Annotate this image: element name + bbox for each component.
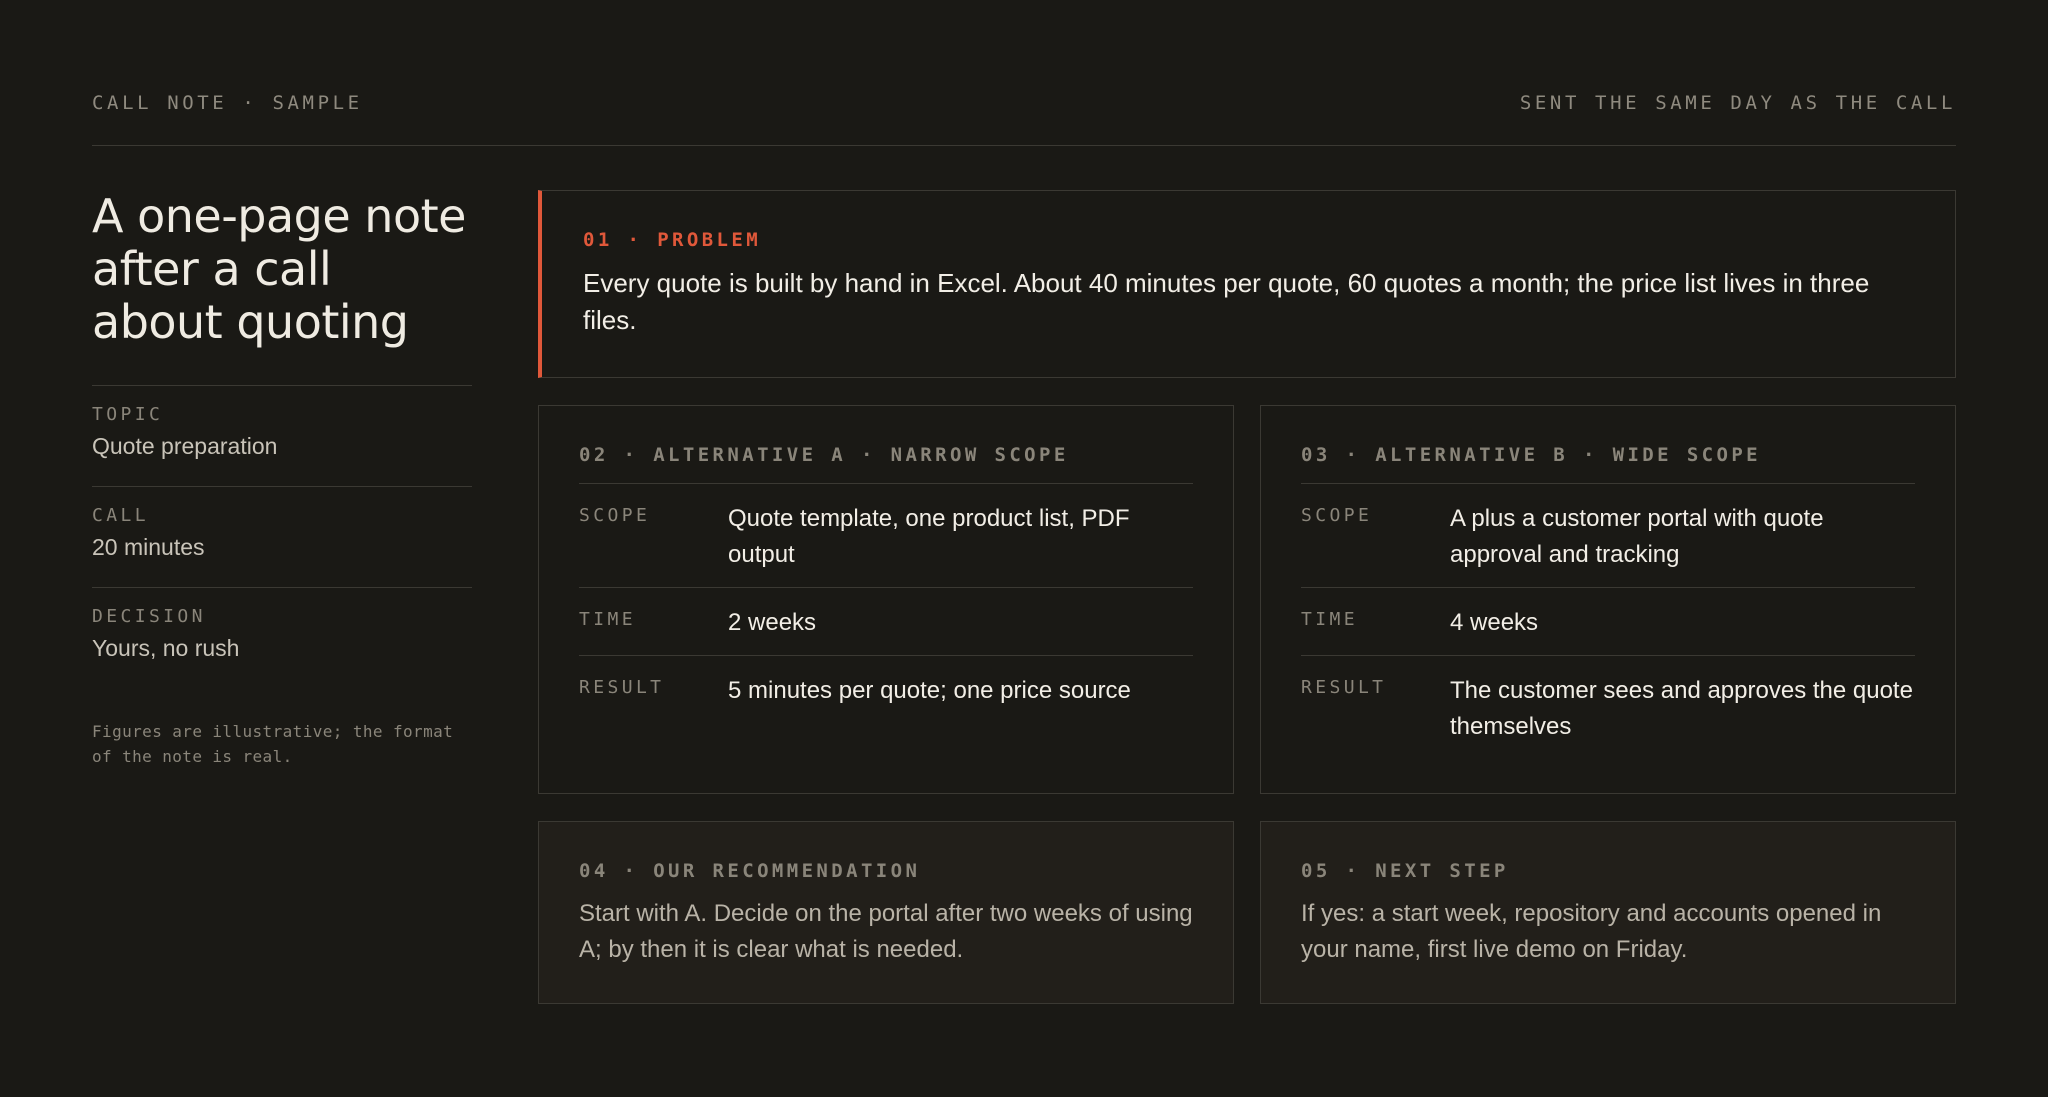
row-value: 2 weeks [728,609,817,636]
alternative-b-label: 03 · ALTERNATIVE B · WIDE SCOPE [1301,444,1915,484]
alternative-b-card [1260,405,1956,794]
meta-label: DECISION [92,606,206,627]
header-right-label: SENT THE SAME DAY AS THE CALL [1519,92,1956,114]
time-row [1301,588,1915,656]
time-row [579,588,1193,656]
next-step-text: If yes: a start week, repository and accounts opened in your name, first live demo on Friday. [1301,900,1882,963]
problem-label: 01 · PROBLEM [583,229,762,251]
next-step-card [1260,821,1956,1004]
scope-row [579,484,1193,588]
row-label: SCOPE [579,505,651,526]
result-row [1301,656,1915,759]
header-left-label: CALL NOTE · SAMPLE [92,92,363,114]
scope-row [1301,484,1915,588]
row-label: RESULT [579,677,665,698]
meta-value: Quote preparation [92,433,278,459]
result-row [579,656,1193,723]
meta-value: Yours, no rush [92,635,240,661]
sidebar [92,190,472,769]
problem-text: Every quote is built by hand in Excel. About 40 minutes per quote, 60 quotes a month; the price list lives in three files. [583,268,1870,335]
row-value: Quote template, one product list, PDF output [728,505,1130,568]
problem-card [538,190,1956,378]
row-value: The customer sees and approves the quote themselves [1450,677,1913,740]
row-value: 5 minutes per quote; one price source [728,677,1131,704]
recommendation-card [538,821,1234,1004]
row-value: 4 weeks [1450,609,1539,636]
alternative-a-card [538,405,1234,794]
meta-label: TOPIC [92,404,164,425]
meta-row-decision [92,588,472,689]
row-label: RESULT [1301,677,1387,698]
row-label: TIME [1301,609,1358,630]
row-value: A plus a customer portal with quote approval and tracking [1450,505,1824,568]
row-label: TIME [579,609,636,630]
next-step-label: 05 · NEXT STEP [1301,860,1509,882]
meta-label: CALL [92,505,149,526]
recommendation-label: 04 · OUR RECOMMENDATION [579,860,921,882]
meta-value: 20 minutes [92,534,205,560]
recommendation-text: Start with A. Decide on the portal after two weeks of using A; by then it is clear what is needed. [579,900,1193,963]
meta-list [92,385,472,689]
page-title: A one-page note after a call about quoting [92,189,466,349]
header-bar [92,92,1956,146]
row-label: SCOPE [1301,505,1373,526]
alternative-a-label: 02 · ALTERNATIVE A · NARROW SCOPE [579,444,1193,484]
meta-row-topic [92,386,472,487]
footnote: Figures are illustrative; the format of the note is real. [92,722,454,766]
meta-row-call [92,487,472,588]
